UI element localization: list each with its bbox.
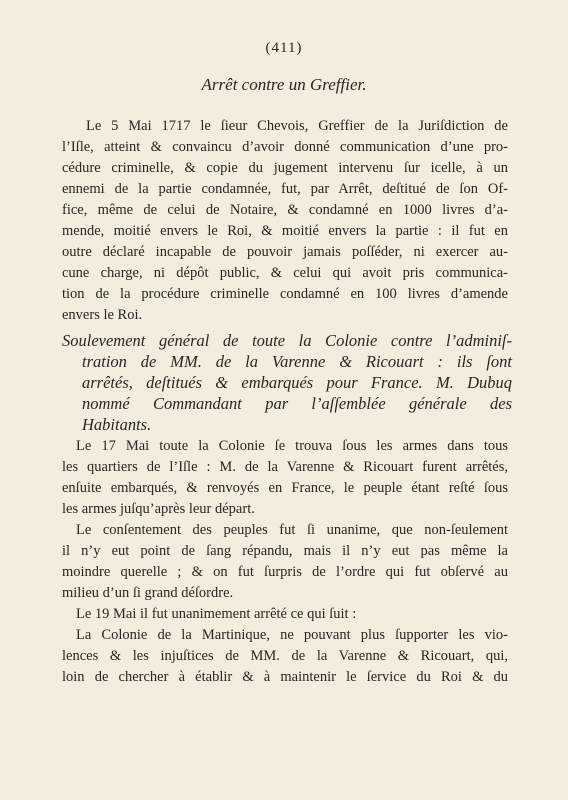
text-line: La Colonie de la Martinique, ne pouvant plus ſupporter les vio- bbox=[76, 627, 508, 643]
heading-line: Soulevement général de toute la Colonie contre l’adminiſ- bbox=[62, 331, 512, 350]
text-line: ennemi de la partie condamnée, fut, par Arrêt, deſtitué de ſon Of- bbox=[62, 181, 508, 197]
text-line: milieu d’un ſi grand déſordre. bbox=[62, 585, 234, 601]
text-line: moindre querelle ; & on fut ſurpris de l’ordre qui fut obſervé au bbox=[62, 564, 508, 580]
text-line: enſuite embarqués, & renvoyés en France, le peuple étant reſté ſous bbox=[62, 480, 508, 496]
text-line: lences & les injuſtices de MM. de la Varenne & Ricouart, qui, bbox=[62, 648, 508, 664]
text-line: Le 19 Mai il fut unanimement arrêté ce qui ſuit : bbox=[76, 606, 357, 622]
paragraph-17-mai bbox=[62, 436, 508, 520]
text-line: Le 5 Mai 1717 le ſieur Chevois, Greffier de la Juriſdiction de bbox=[86, 118, 508, 134]
paragraph-martinique bbox=[62, 625, 508, 688]
text-line: envers le Roi. bbox=[62, 307, 143, 323]
paragraph-arret bbox=[62, 116, 508, 326]
text-line: cune charge, ni dépôt public, & celui qui avoit pris communica- bbox=[62, 265, 508, 281]
text-line: cédure criminelle, & copie du jugement intervenu ſur icelle, à un bbox=[62, 160, 508, 176]
text-line: l’Iſle, atteint & convaincu d’avoir donné communication d’une pro- bbox=[62, 139, 508, 155]
text-line: fice, même de celui de Notaire, & condamné en 1000 livres d’a- bbox=[62, 202, 508, 218]
text-line: Le conſentement des peuples fut ſi unanime, que non-ſeulement bbox=[76, 522, 508, 538]
heading-line: Habitants. bbox=[82, 415, 152, 434]
page-number: (411) bbox=[265, 40, 303, 56]
section-heading-soulevement bbox=[62, 330, 512, 435]
text-line: il n’y eut point de ſang répandu, mais il n’y eut pas même la bbox=[62, 543, 508, 559]
text-line: tion de la procédure criminelle condamné en 100 livres d’amende bbox=[62, 286, 508, 302]
text-line: les armes juſqu’après leur départ. bbox=[62, 501, 255, 517]
paragraph-consentement bbox=[62, 520, 508, 604]
paragraph-19-mai bbox=[62, 604, 508, 625]
heading-line: arrêtés, deſtitués & embarqués pour France. M. Dubuq bbox=[82, 373, 512, 392]
section-heading-arret: Arrêt contre un Greffier. bbox=[201, 75, 367, 94]
text-line: loin de chercher à établir & à maintenir le ſervice du Roi & du bbox=[62, 669, 508, 685]
text-line: Le 17 Mai toute la Colonie ſe trouva ſous les armes dans tous bbox=[76, 438, 508, 454]
heading-line: nommé Commandant par l’aſſemblée générale des bbox=[82, 394, 512, 413]
text-line: outre déclaré incapable de pouvoir jamais poſſéder, ni exercer au- bbox=[62, 244, 508, 260]
text-line: mende, moitié envers le Roi, & moitié envers la partie : il fut en bbox=[62, 223, 508, 239]
text-line: les quartiers de l’Iſle : M. de la Varenne & Ricouart furent arrêtés, bbox=[62, 459, 508, 475]
heading-line: tration de MM. de la Varenne & Ricouart : ils ſont bbox=[82, 352, 512, 371]
